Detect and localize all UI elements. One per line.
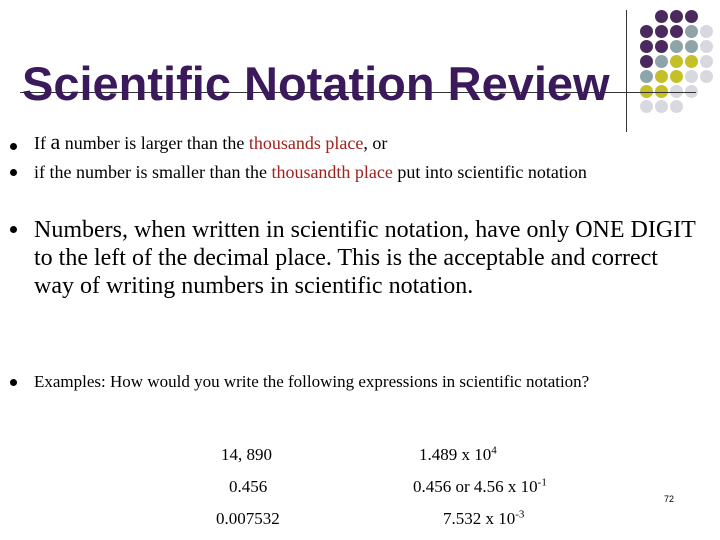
decorative-dot	[670, 55, 683, 68]
decorative-dot	[655, 25, 668, 38]
decorative-dot	[655, 55, 668, 68]
decorative-dot	[655, 100, 668, 113]
decorative-dot	[670, 40, 683, 53]
decorative-dot	[685, 25, 698, 38]
answer-exponent: -1	[537, 476, 547, 489]
example-question: 14, 890	[221, 445, 272, 464]
decorative-dot	[640, 55, 653, 68]
answer-exponent: 4	[491, 444, 497, 457]
bullet-marker	[10, 169, 17, 176]
bullet-marker	[10, 379, 17, 386]
example-question: 0.456	[229, 477, 268, 496]
bullet-text: If	[34, 133, 51, 153]
vertical-rule	[626, 10, 627, 132]
answer-base: 1.489 x 10	[419, 445, 492, 464]
decorative-dot	[685, 10, 698, 23]
bullet-one-digit-rule: Numbers, when written in scientific notation, have only ONE DIGIT to the left of the decimal place. This is the acceptable and correct way of writing numbers in scientific notation.	[34, 217, 696, 299]
decorative-dot	[640, 25, 653, 38]
decorative-dot	[685, 55, 698, 68]
bullet-larger-than-thousands	[34, 129, 694, 154]
bullet-text-a: a	[50, 129, 61, 154]
bullet-text: , or	[363, 133, 388, 153]
decorative-dot	[640, 40, 653, 53]
bullet-text: put into scientific notation	[392, 162, 587, 182]
decorative-dot	[700, 70, 713, 83]
highlight-thousands-place: thousands place	[248, 133, 364, 153]
bullet-marker	[10, 226, 17, 233]
bullet-text: if the number is smaller than the	[34, 162, 272, 182]
example-answer	[419, 445, 497, 465]
decorative-dot	[670, 70, 683, 83]
decorative-dot	[670, 25, 683, 38]
example-answer	[443, 509, 524, 529]
decorative-dot	[685, 70, 698, 83]
decorative-dot	[670, 10, 683, 23]
highlight-thousandth-place: thousandth place	[271, 162, 393, 182]
answer-base: 7.532 x 10	[443, 509, 516, 528]
bullet-smaller-than-thousandth	[34, 162, 694, 182]
slide-title: Scientific Notation Review	[22, 57, 610, 110]
decorative-dot	[655, 10, 668, 23]
bullet-examples: Examples: How would you write the following expressions in scientific notation?	[34, 372, 590, 391]
answer-base: 0.456 or 4.56 x 10	[413, 477, 538, 496]
example-answer	[413, 477, 547, 497]
decorative-dot	[685, 40, 698, 53]
decorative-dot	[700, 40, 713, 53]
decorative-dot	[640, 70, 653, 83]
bullet-text: number is larger than the	[60, 133, 249, 153]
example-question: 0.007532	[216, 509, 280, 528]
answer-exponent: -3	[515, 508, 525, 521]
page-number: 72	[664, 494, 675, 504]
decorative-dot	[670, 100, 683, 113]
decorative-dot	[655, 70, 668, 83]
decorative-dot	[640, 100, 653, 113]
bullet-marker	[10, 143, 17, 150]
decorative-dot	[655, 40, 668, 53]
decorative-dot	[700, 55, 713, 68]
decorative-dot	[700, 25, 713, 38]
